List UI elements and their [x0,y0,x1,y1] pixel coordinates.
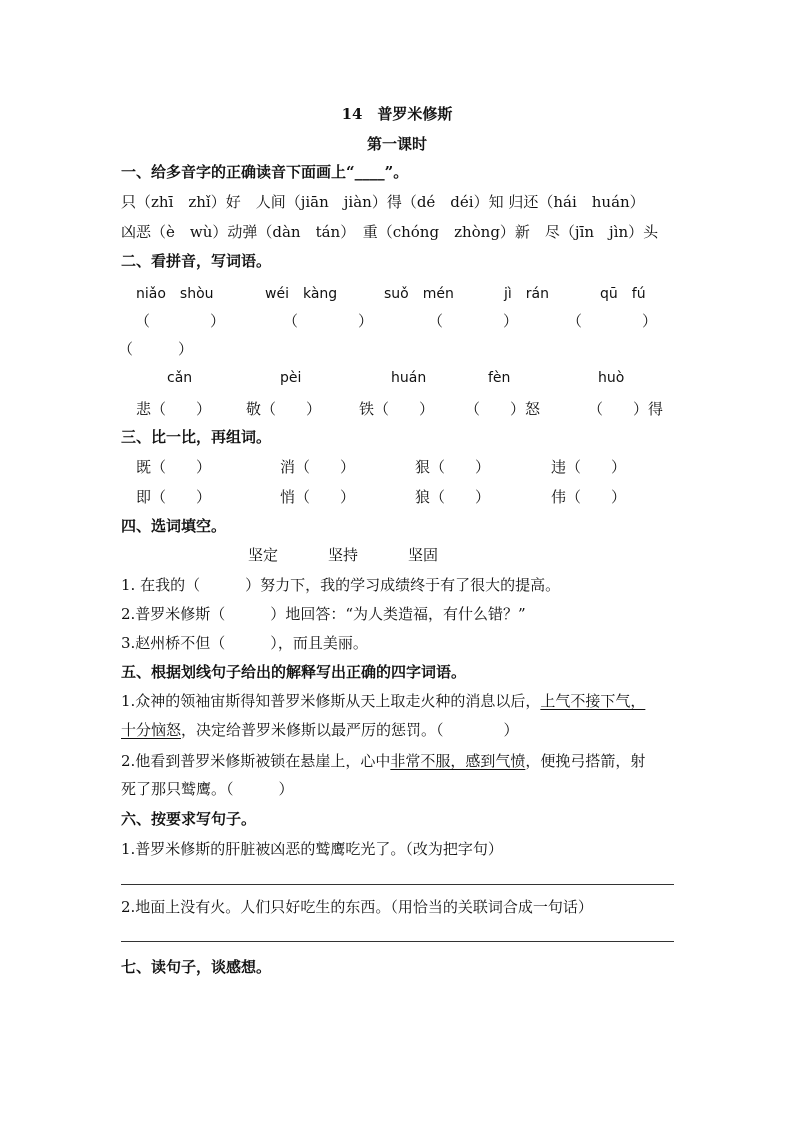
fill-word-3[interactable]: 铁（ ） [359,400,435,418]
word-choice-1: 坚定 [248,546,279,564]
compare-word-7[interactable]: 狼（ ） [415,488,491,506]
pinyin-10: huò [598,370,625,386]
section-5-question-2-line-1 [121,750,645,771]
section-6-heading: 六、按要求写句子。 [121,810,257,828]
answer-blank-3[interactable]: （ ） [428,312,519,330]
section-2-heading: 二、看拼音，写词语。 [121,252,272,270]
underlined-phrase: 上气不接下气， [540,692,646,710]
section-6-question-2: 2.地面上没有火。人们只好吃生的东西。（用恰当的关联词合成一句话） [121,898,593,916]
pinyin-7: pèi [280,370,302,386]
question-text: 2.他看到普罗米修斯被锁在悬崖上，心中 [121,752,391,770]
word-choice-3: 坚固 [408,546,439,564]
fill-word-2[interactable]: 敬（ ） [246,400,322,418]
question-text: ，决定给普罗米修斯以最严厉的惩罚。（ ） [181,721,519,739]
pinyin-3: suǒ mén [384,286,454,302]
question-text: 1.众神的领袖宙斯得知普罗米修斯从天上取走火种的消息以后， [121,692,541,710]
compare-word-1[interactable]: 既（ ） [136,458,212,476]
answer-line-2[interactable] [121,941,674,942]
pinyin-8: huán [391,370,427,386]
compare-word-8[interactable]: 伟（ ） [551,488,627,506]
compare-word-3[interactable]: 狠（ ） [415,458,491,476]
answer-blank-4[interactable]: （ ） [567,312,658,330]
answer-line-1[interactable] [121,884,674,885]
fill-word-5[interactable]: （ ）得 [588,400,664,418]
section-4-question-2: 2.普罗米修斯（ ）地回答：“为人类造福，有什么错？” [121,605,526,623]
section-7-heading: 七、读句子，谈感想。 [121,958,272,976]
compare-word-5[interactable]: 即（ ） [136,488,212,506]
fill-word-4[interactable]: （ ）怒 [465,400,541,418]
page-title: 14 普罗米修斯 [341,105,453,123]
section-4-question-3: 3.赵州桥不但（ ），而且美丽。 [121,634,368,652]
section-4-question-1: 1. 在我的（ ）努力下，我的学习成绩终于有了很大的提高。 [121,576,561,594]
question-text: ，便挽弓搭箭，射 [525,752,646,770]
section-1-heading: 一、给多音字的正确读音下面画上“____”。 [121,163,409,181]
word-choice-2: 坚持 [328,546,359,564]
page-subtitle: 第一课时 [366,135,427,153]
section-5-question-1-line-1 [121,690,645,711]
compare-word-6[interactable]: 悄（ ） [280,488,356,506]
section-5-question-2-line-2: 死了那只鹫鹰。（ ） [121,780,294,798]
section-5-heading: 五、根据划线句子给出的解释写出正确的四字词语。 [121,663,467,681]
section-1-row-1: 只（zhī zhǐ）好 人间（jiān jiàn）得（dé déi）知 归还（hái huán） [121,193,645,211]
fill-word-1[interactable]: 悲（ ） [136,400,212,418]
answer-blank-1[interactable]: （ ） [135,312,226,330]
compare-word-4[interactable]: 违（ ） [551,458,627,476]
pinyin-6: cǎn [167,370,193,386]
pinyin-1: niǎo shòu [136,286,214,302]
pinyin-4: jì rán [504,286,549,302]
section-6-question-1: 1.普罗米修斯的肝脏被凶恶的鹫鹰吃光了。（改为把字句） [121,840,503,858]
underlined-phrase: 十分恼怒 [121,721,182,739]
section-4-heading: 四、选词填空。 [121,517,227,535]
answer-blank-2[interactable]: （ ） [283,312,374,330]
pinyin-2: wéi kàng [265,286,338,302]
pinyin-5: qū fú [600,286,646,302]
answer-blank-5[interactable]: （ ） [118,340,194,358]
section-5-question-1-line-2 [121,719,519,740]
pinyin-9: fèn [488,370,511,386]
section-3-heading: 三、比一比，再组词。 [121,428,272,446]
section-1-row-2: 凶恶（è wù）动弹（dàn tán） 重（chóng zhòng）新 尽（jīn jìn）头 [121,223,659,241]
underlined-phrase: 非常不服，感到气愤 [390,752,526,770]
compare-word-2[interactable]: 消（ ） [280,458,356,476]
